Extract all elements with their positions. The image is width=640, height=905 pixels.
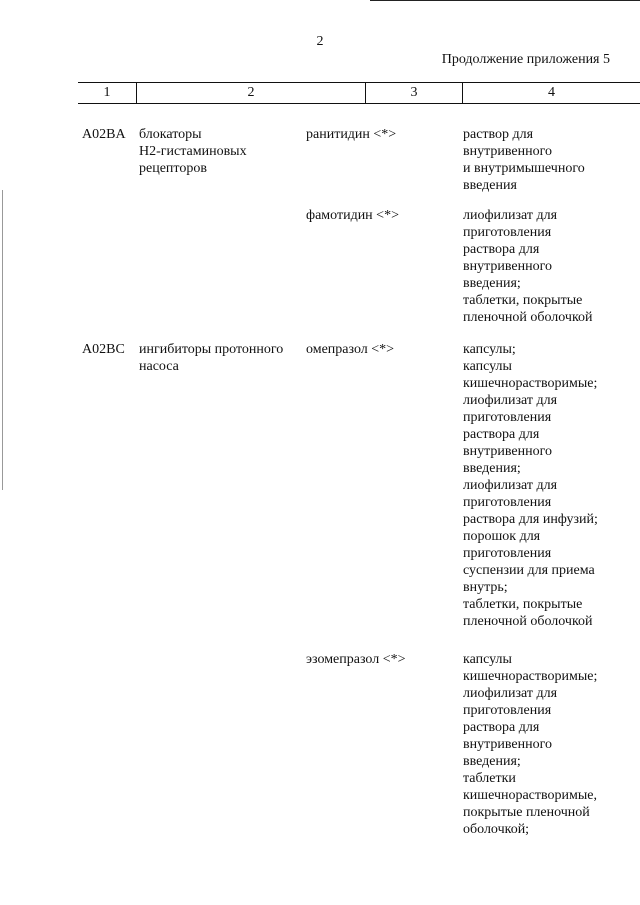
- table-header: [78, 82, 640, 104]
- dosage-forms: капсулы; капсулы кишечнорастворимые; лиофилизат для приготовления раствора для внутривенного введения; лиофилизат для приготовления раствора для инфузий; порошок для приготовления суспензии для приема внутрь; таблетки, покрытые пленочной оболочкой: [463, 342, 598, 629]
- dosage-forms: капсулы кишечнорастворимые; лиофилизат для приготовления раствора для внутривенного введения; таблетки кишечнорастворимые, покрытые пленочной оболочкой;: [463, 652, 598, 837]
- column-header-1: 1: [103, 85, 111, 100]
- column-header-4: 4: [548, 85, 555, 100]
- atc-code: A02BC: [82, 342, 125, 357]
- page-number: 2: [316, 34, 324, 49]
- drug-name: фамотидин <*>: [306, 208, 399, 223]
- drug-name: омепразол <*>: [306, 342, 395, 357]
- drug-name: ранитидин <*>: [306, 127, 397, 142]
- scan-artifact-top-line: [370, 0, 640, 1]
- column-header-2: 2: [247, 85, 255, 100]
- column-header-3: 3: [410, 85, 418, 100]
- dosage-forms: раствор для внутривенного и внутримышечного введения: [463, 127, 585, 193]
- scan-artifact-left-edge: [2, 190, 3, 490]
- atc-code: A02BA: [82, 127, 126, 142]
- drug-group: блокаторы Н2-гистаминовых рецепторов: [139, 127, 247, 176]
- drug-group: ингибиторы протонного насоса: [139, 342, 284, 374]
- continuation-label: Продолжение приложения 5: [441, 52, 610, 67]
- dosage-forms: лиофилизат для приготовления раствора для внутривенного введения; таблетки, покрытые пленочной оболочкой: [463, 208, 593, 325]
- drug-name: эзомепразол <*>: [306, 652, 406, 667]
